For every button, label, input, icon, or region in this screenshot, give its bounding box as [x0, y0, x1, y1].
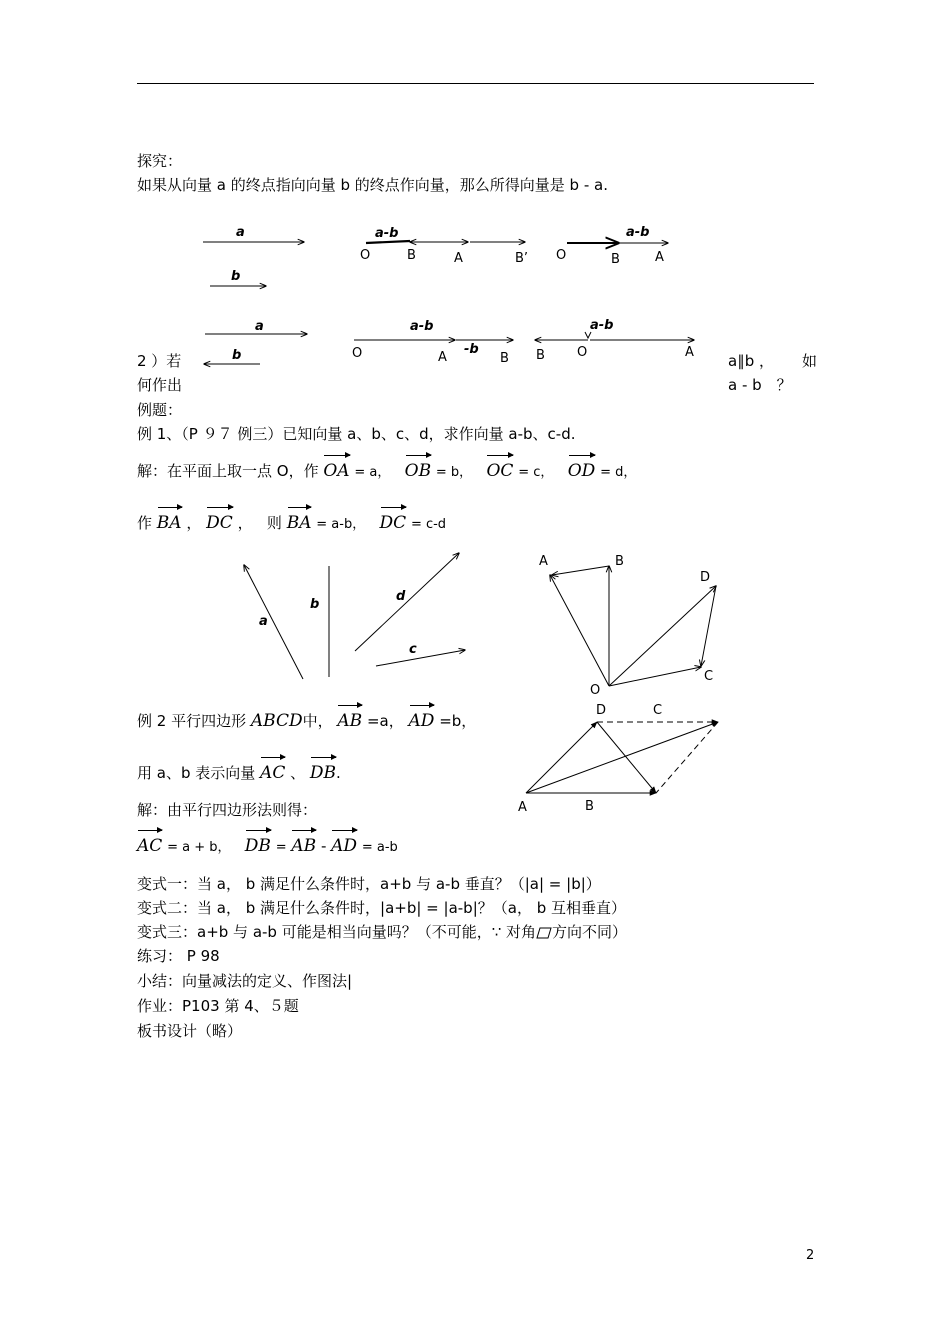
comma-1: ，	[186, 514, 202, 532]
board-design: 板书设计（略）	[137, 1022, 243, 1040]
point-B: B	[407, 248, 416, 263]
label-negb: -b	[464, 342, 479, 357]
point-B4: B	[536, 348, 545, 363]
vec-AB-2: AB	[291, 829, 316, 859]
minus-sign: -	[320, 837, 327, 855]
label-amb4: a-b	[590, 318, 614, 333]
vector-OA4	[550, 575, 609, 686]
example2-line2	[137, 756, 341, 786]
label-amb: a-b	[375, 226, 399, 241]
ex2-eq-b: =b，	[439, 712, 477, 730]
ex2-line2-prefix: 用 a、b 表示向量	[137, 764, 256, 782]
explore-heading: 探究：	[137, 152, 183, 170]
variant-3-pre: 变式三：a+b 与 a-b 可能是相当向量吗？（不可能，∵ 对角	[137, 923, 537, 941]
variant-1: 变式一：当 a， b 满足什么条件时，a+b 与 a-b 垂直？（|a| = |b|）	[137, 875, 601, 893]
make-label: 作	[137, 514, 153, 532]
sol-prefix: 解：在平面上取一点 O，作	[137, 462, 319, 480]
vec-OB: OB	[405, 454, 431, 484]
example1-solution	[137, 454, 636, 486]
ex2-abcd: ABCD	[250, 711, 303, 731]
vec-OA: OA	[323, 454, 349, 484]
point-O5: O	[590, 683, 601, 698]
example2-result: AC = a + b， DB = AB - AD = a-b	[137, 829, 398, 861]
ac-eq: = a + b，	[167, 840, 231, 855]
eq-d: = d，	[600, 465, 637, 480]
vector-OC4	[609, 667, 701, 686]
variant-3	[137, 922, 627, 942]
figure-same-direction	[203, 225, 668, 286]
vec-OD: OD	[568, 454, 596, 484]
label-b2: b	[232, 348, 242, 363]
vec-DB: DB	[310, 756, 336, 786]
side-CB5	[656, 722, 718, 793]
label-a2: a	[255, 319, 264, 334]
eq-cmd: = c-d	[410, 517, 447, 532]
example2-solution: 解：由平行四边形法则得：	[137, 801, 318, 819]
vector-AD5	[526, 722, 597, 793]
point-A6: A	[518, 800, 527, 815]
vec-AD: AD	[409, 704, 435, 734]
point-Bp: B’	[515, 251, 529, 266]
label-c: c	[409, 642, 417, 657]
point-A2: A	[655, 250, 664, 265]
vector-amb-thick	[366, 241, 410, 243]
q2-left-2: 何作出	[137, 376, 183, 394]
label-b: b	[231, 269, 241, 284]
point-D6: D	[596, 703, 607, 718]
ex2-prefix: 例 2 平行四边形	[137, 712, 247, 730]
ex2-eq-a: =a，	[366, 712, 404, 730]
vec-DC-2: DC	[380, 506, 407, 536]
eq-b: = b，	[435, 465, 473, 480]
vec-AC: AC	[260, 756, 285, 786]
vector-DB5	[597, 722, 656, 793]
vec-DB-2: DB	[245, 829, 271, 859]
figure-construction	[539, 554, 716, 698]
then-label: 则	[266, 514, 282, 532]
ex2-dot: .	[336, 764, 341, 782]
point-B2: B	[611, 252, 620, 267]
point-O3: O	[352, 346, 363, 361]
point-D5: D	[700, 570, 711, 585]
figure-given-vectors	[244, 553, 465, 679]
label-b3: b	[310, 597, 320, 612]
vec-BA: BA	[157, 506, 182, 536]
vec-AB: AB	[337, 704, 362, 734]
label-a3: a	[259, 614, 268, 629]
vector-BA4	[552, 566, 609, 575]
examples-heading: 例题：	[137, 401, 183, 419]
variant-2: 变式二：当 a， b 满足什么条件时，|a+b| = |a-b|？（a， b 互相垂直）	[137, 899, 626, 917]
parallelogram-icon	[536, 924, 552, 936]
eq-c: = c，	[518, 465, 554, 480]
summary: 小结：向量减法的定义、作图法|	[137, 972, 353, 990]
point-O2: O	[556, 248, 567, 263]
vec-AD-2: AD	[331, 829, 357, 859]
vector-OD4	[609, 586, 716, 686]
explore-statement: 如果从向量 a 的终点指向向量 b 的终点作向量，那么所得向量是 b - a.	[137, 176, 608, 194]
label-amb3: a-b	[410, 319, 434, 334]
homework: 作业：P103 第 4、５题	[137, 997, 299, 1015]
q2-right-1a: a∥b ，	[728, 352, 774, 370]
point-B5: B	[615, 554, 624, 569]
point-A3: A	[438, 350, 447, 365]
page-number: 2	[806, 1248, 815, 1263]
label-a: a	[236, 225, 245, 240]
point-A: A	[454, 251, 463, 266]
q2-right-1	[728, 351, 817, 371]
label-d: d	[396, 589, 406, 604]
example2-text	[137, 704, 476, 734]
vec-OC: OC	[486, 454, 513, 484]
vec-AC-2: AC	[137, 829, 162, 859]
example1-text: 例 1、（P ９７ 例三）已知向量 a、b、c、d，求作向量 a-b、c-d.	[137, 425, 576, 443]
db-eq: = a-b	[361, 840, 398, 855]
comma-2: ，	[237, 514, 253, 532]
point-A5: A	[539, 554, 548, 569]
vector-c-arrow	[376, 650, 465, 666]
point-A4: A	[685, 345, 694, 360]
point-C5: C	[704, 669, 714, 684]
vec-BA-2: BA	[287, 506, 312, 536]
point-B3: B	[500, 351, 509, 366]
eq-a: = a，	[354, 465, 391, 480]
vector-a3-arrow	[244, 565, 303, 679]
q2-left-1: 2 ）若	[137, 352, 182, 370]
vector-AC5	[526, 722, 718, 793]
point-C6: C	[653, 703, 663, 718]
point-B6: B	[585, 799, 594, 814]
practice: 练习： P 98	[137, 947, 220, 965]
eq-amb: = a-b，	[316, 517, 366, 532]
ex2-sep: 、	[290, 764, 306, 782]
point-O: O	[360, 248, 371, 263]
vec-DC: DC	[206, 506, 233, 536]
example1-make	[137, 506, 446, 538]
label-amb2: a-b	[626, 225, 650, 240]
variant-3-post: 方向不同）	[552, 923, 628, 941]
q2-right-2: a - b ？	[728, 376, 792, 394]
ex2-zhong: 中，	[302, 712, 333, 730]
figure-opposite-direction	[204, 318, 694, 366]
q2-right-1b: 如	[801, 352, 817, 370]
vector-d-arrow	[355, 553, 459, 651]
figure-parallelogram	[518, 703, 718, 815]
point-O4: O	[577, 345, 588, 360]
